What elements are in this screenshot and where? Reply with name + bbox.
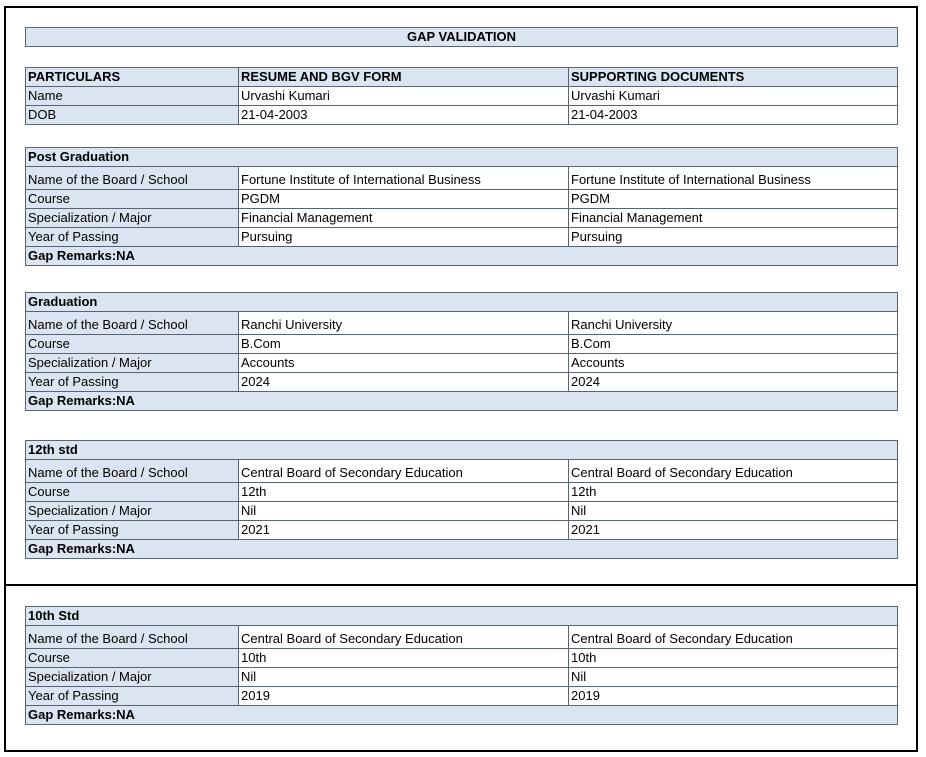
resume-value: B.Com <box>239 335 569 354</box>
resume-value: Financial Management <box>239 209 569 228</box>
resume-value: 2019 <box>239 687 569 706</box>
docs-value: 2024 <box>569 373 898 392</box>
docs-value: Fortune Institute of International Business <box>569 167 898 190</box>
table-row <box>26 87 898 106</box>
docs-value: 21-04-2003 <box>569 106 898 125</box>
header-supporting-docs: SUPPORTING DOCUMENTS <box>569 68 898 87</box>
docs-value: Urvashi Kumari <box>569 87 898 106</box>
row-label: Year of Passing <box>26 373 239 392</box>
row-label: Year of Passing <box>26 228 239 247</box>
docs-value: Nil <box>569 502 898 521</box>
docs-value: 12th <box>569 483 898 502</box>
row-label: Course <box>26 649 239 668</box>
page-title: GAP VALIDATION <box>26 28 898 47</box>
section-10th-std <box>25 606 898 725</box>
row-label: Name of the Board / School <box>26 626 239 649</box>
row-label: Name <box>26 87 239 106</box>
table-row <box>26 335 898 354</box>
docs-value: Ranchi University <box>569 312 898 335</box>
table-row <box>26 687 898 706</box>
title-table <box>25 27 898 47</box>
row-label: Year of Passing <box>26 521 239 540</box>
row-label: Name of the Board / School <box>26 167 239 190</box>
gap-remarks: Gap Remarks:NA <box>26 247 898 266</box>
row-label: Specialization / Major <box>26 209 239 228</box>
resume-value: Central Board of Secondary Education <box>239 626 569 649</box>
resume-value: Nil <box>239 502 569 521</box>
resume-value: Pursuing <box>239 228 569 247</box>
section-heading: Post Graduation <box>26 148 898 167</box>
gap-remarks: Gap Remarks:NA <box>26 392 898 411</box>
row-label: DOB <box>26 106 239 125</box>
table-row <box>26 354 898 373</box>
resume-value: Urvashi Kumari <box>239 87 569 106</box>
docs-value: Central Board of Secondary Education <box>569 626 898 649</box>
resume-value: Central Board of Secondary Education <box>239 460 569 483</box>
section-graduation <box>25 292 898 411</box>
gap-remarks: Gap Remarks:NA <box>26 706 898 725</box>
table-row <box>26 373 898 392</box>
table-row <box>26 228 898 247</box>
table-row <box>26 626 898 649</box>
table-row <box>26 167 898 190</box>
resume-value: Fortune Institute of International Business <box>239 167 569 190</box>
table-row <box>26 312 898 335</box>
docs-value: 10th <box>569 649 898 668</box>
row-label: Specialization / Major <box>26 502 239 521</box>
resume-value: 2024 <box>239 373 569 392</box>
row-label: Specialization / Major <box>26 354 239 373</box>
resume-value: 10th <box>239 649 569 668</box>
header-row <box>26 68 898 87</box>
table-row <box>26 668 898 687</box>
row-label: Course <box>26 335 239 354</box>
docs-value: 2019 <box>569 687 898 706</box>
resume-value: Accounts <box>239 354 569 373</box>
page-divider <box>4 584 918 586</box>
docs-value: 2021 <box>569 521 898 540</box>
row-label: Name of the Board / School <box>26 312 239 335</box>
gap-remarks: Gap Remarks:NA <box>26 540 898 559</box>
table-row <box>26 521 898 540</box>
particulars-table <box>25 67 898 125</box>
table-row <box>26 483 898 502</box>
table-row <box>26 649 898 668</box>
table-row <box>26 460 898 483</box>
table-row <box>26 209 898 228</box>
resume-value: 2021 <box>239 521 569 540</box>
row-label: Course <box>26 483 239 502</box>
docs-value: Financial Management <box>569 209 898 228</box>
row-label: Name of the Board / School <box>26 460 239 483</box>
header-resume: RESUME AND BGV FORM <box>239 68 569 87</box>
section-heading: 12th std <box>26 441 898 460</box>
row-label: Specialization / Major <box>26 668 239 687</box>
docs-value: Nil <box>569 668 898 687</box>
docs-value: PGDM <box>569 190 898 209</box>
resume-value: 21-04-2003 <box>239 106 569 125</box>
section-post-graduation <box>25 147 898 266</box>
resume-value: PGDM <box>239 190 569 209</box>
resume-value: Nil <box>239 668 569 687</box>
section-heading: Graduation <box>26 293 898 312</box>
docs-value: Accounts <box>569 354 898 373</box>
table-row <box>26 190 898 209</box>
resume-value: Ranchi University <box>239 312 569 335</box>
table-row <box>26 106 898 125</box>
docs-value: B.Com <box>569 335 898 354</box>
resume-value: 12th <box>239 483 569 502</box>
section-heading: 10th Std <box>26 607 898 626</box>
row-label: Year of Passing <box>26 687 239 706</box>
section-12th-std <box>25 440 898 559</box>
docs-value: Central Board of Secondary Education <box>569 460 898 483</box>
row-label: Course <box>26 190 239 209</box>
table-row <box>26 502 898 521</box>
header-particulars: PARTICULARS <box>26 68 239 87</box>
docs-value: Pursuing <box>569 228 898 247</box>
